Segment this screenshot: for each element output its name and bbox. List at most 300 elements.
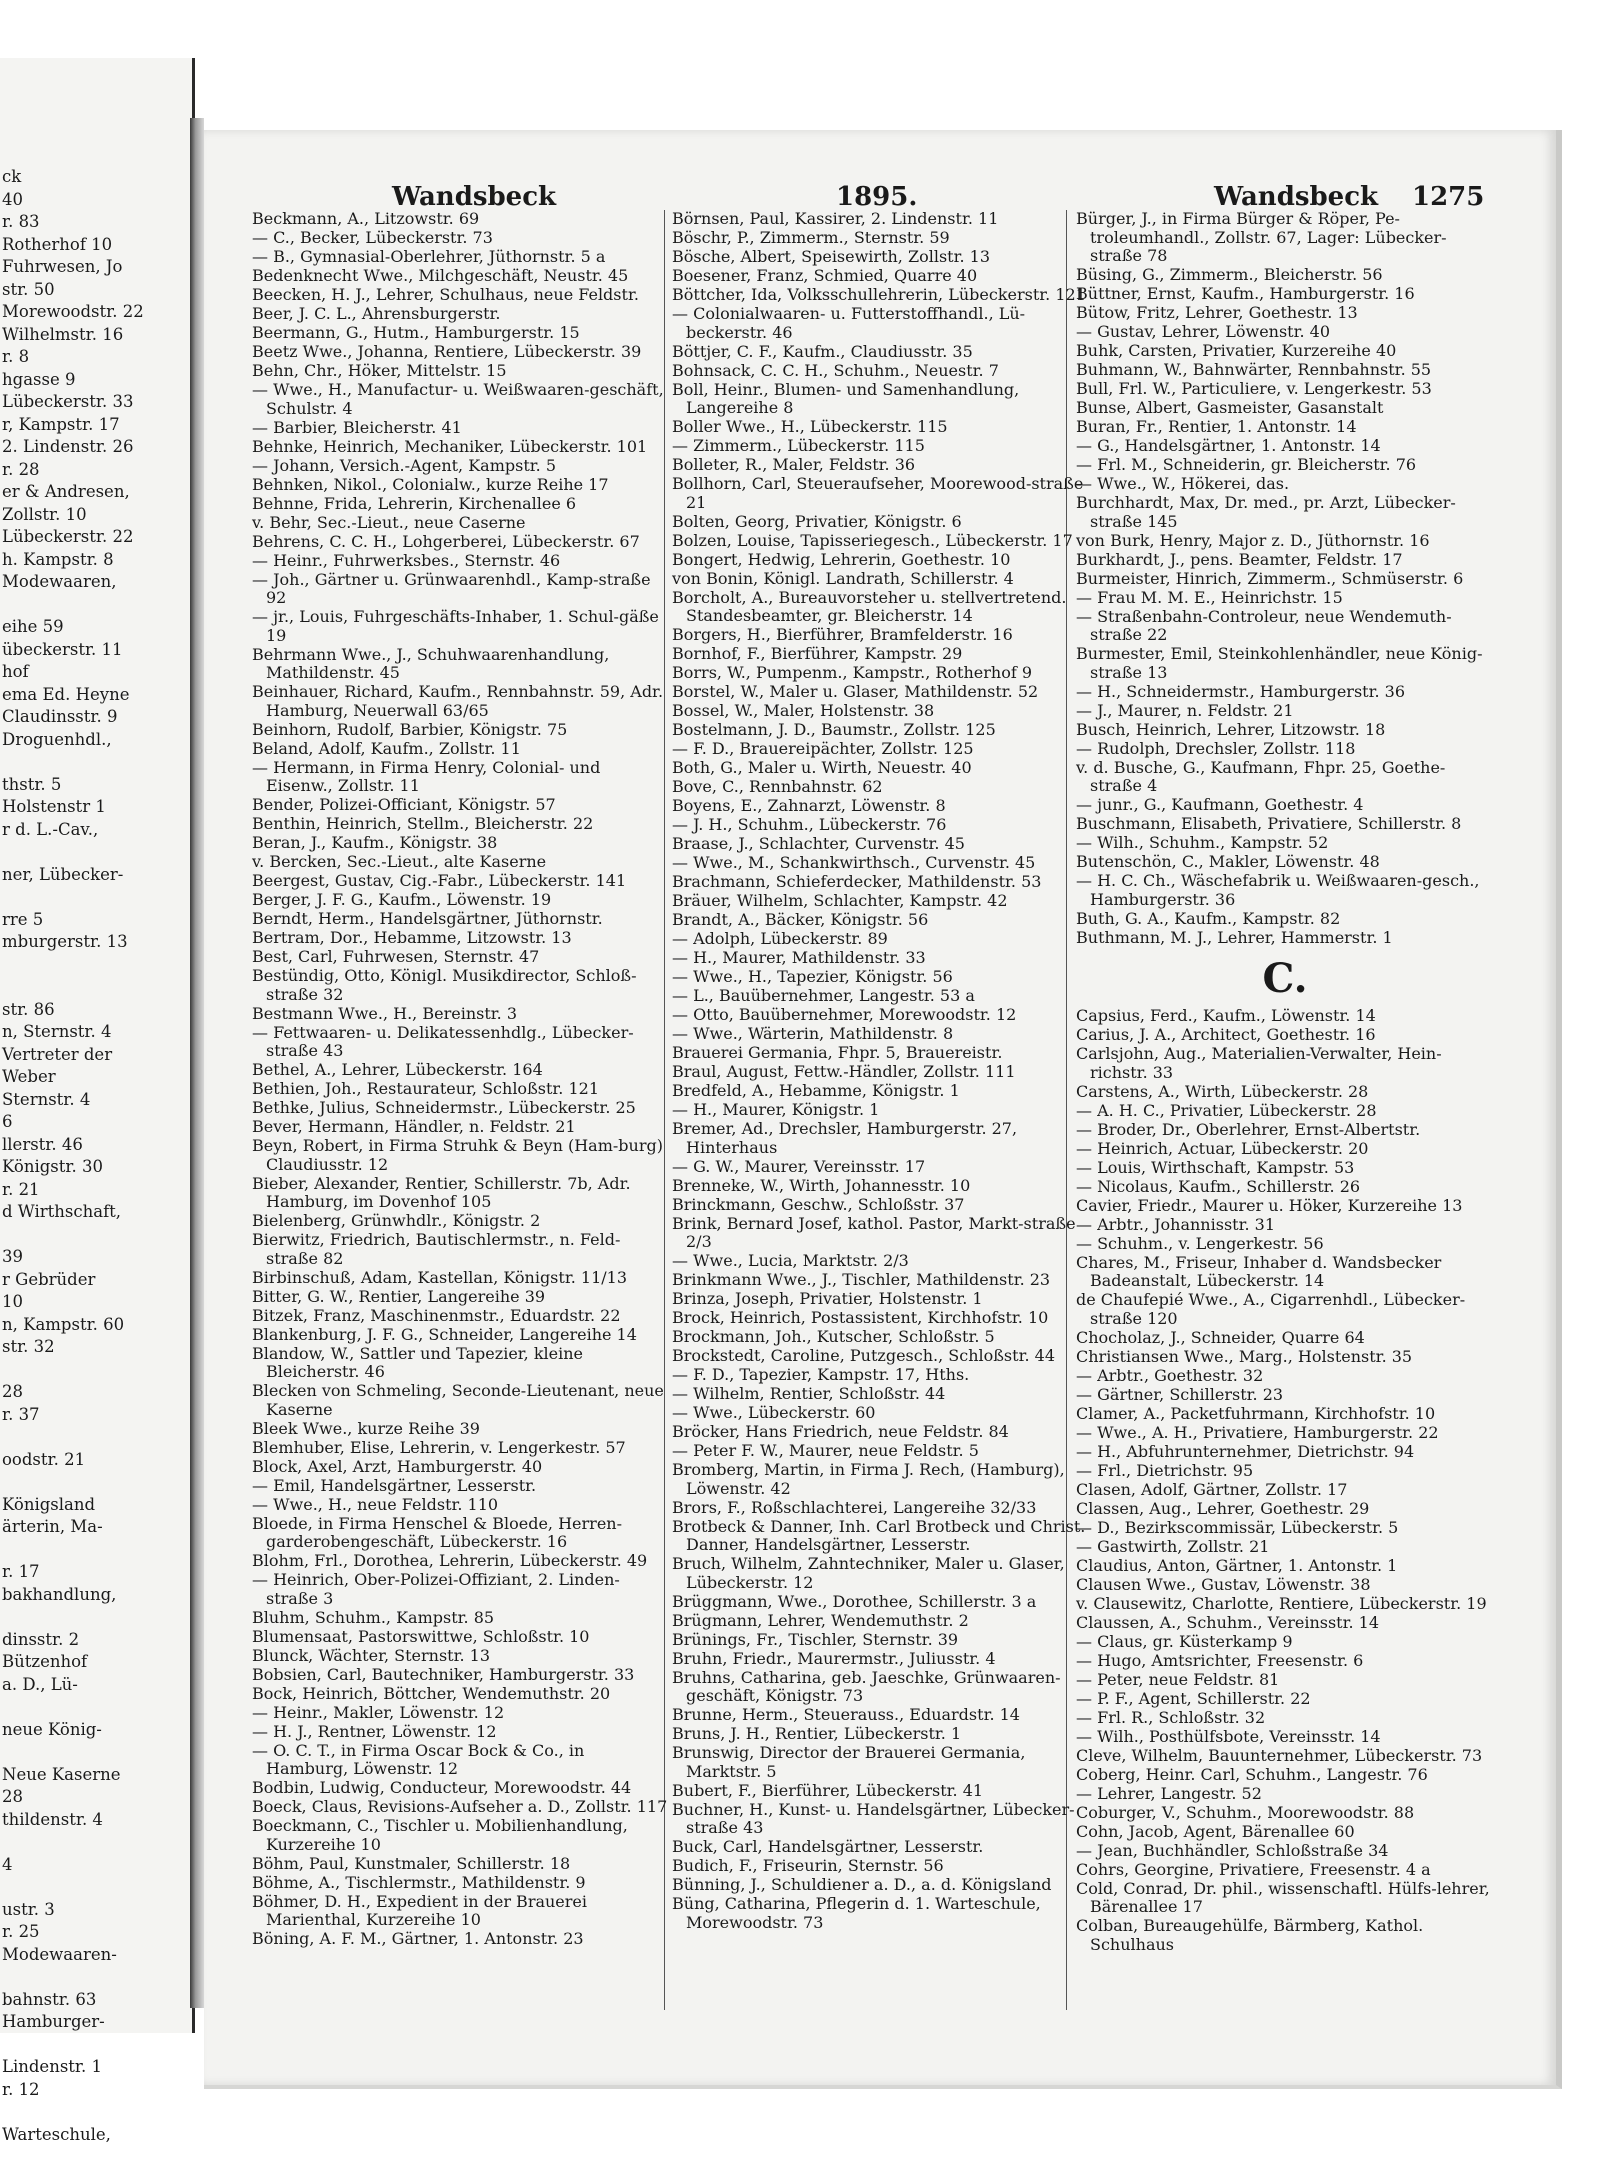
directory-entry: Böttcher, Ida, Volksschullehrerin, Lübeckerstr. 121 bbox=[672, 285, 1086, 304]
directory-entry: — Wwe., M., Schankwirthsch., Curvenstr. 45 bbox=[672, 853, 1036, 872]
fragment-line bbox=[2, 2034, 188, 2057]
directory-entry: Christiansen Wwe., Marg., Holstenstr. 35 bbox=[1076, 1346, 1413, 1366]
fragment-line: bahnstr. 63 bbox=[2, 1989, 97, 2009]
directory-entry: Bethien, Joh., Restaurateur, Schloßstr. 121 bbox=[252, 1079, 599, 1098]
directory-entry: — Jean, Buchhändler, Schloßstraße 34 bbox=[1076, 1840, 1389, 1860]
directory-entry: Beetz Wwe., Johanna, Rentiere, Lübeckerstr. 39 bbox=[252, 342, 642, 361]
fragment-line: Morewoodstr. 22 bbox=[2, 302, 144, 321]
directory-entry: v. Bercken, Sec.-Lieut., alte Kaserne bbox=[252, 852, 547, 871]
directory-entry: — Gustav, Lehrer, Löwenstr. 40 bbox=[1076, 322, 1331, 341]
directory-entry: — Heinrich, Ober-Polizei-Offiziant, 2. Linden-straße 3 bbox=[252, 1570, 620, 1608]
directory-entry: — Arbtr., Goethestr. 32 bbox=[1076, 1365, 1264, 1385]
fragment-line: r. 17 bbox=[2, 1562, 40, 1581]
directory-entry: Bruhns, Catharina, geb. Jaeschke, Grünwaaren-geschäft, Königstr. 73 bbox=[672, 1667, 1061, 1705]
fragment-line: ema Ed. Heyne bbox=[2, 684, 130, 704]
fragment-line: Königsland bbox=[2, 1494, 96, 1514]
directory-entry: Bestmann Wwe., H., Bereinstr. 3 bbox=[252, 1003, 517, 1023]
directory-entry: — Straßenbahn-Controleur, neue Wendemuth-straße 22 bbox=[1076, 606, 1452, 644]
fragment-line: neue König- bbox=[2, 1719, 102, 1739]
previous-page-lines bbox=[2, 166, 188, 2146]
fragment-line: Weber bbox=[2, 1067, 56, 1086]
fragment-line: übeckerstr. 11 bbox=[2, 639, 123, 659]
directory-entry: Beinhorn, Rudolf, Barbier, Königstr. 75 bbox=[252, 719, 568, 739]
fragment-line: thildenstr. 4 bbox=[2, 1809, 103, 1829]
directory-entry: Borrs, W., Pumpenm., Kampstr., Rotherhof 9 bbox=[672, 663, 1033, 682]
directory-entry: Brunne, Herm., Steuerauss., Eduardstr. 14 bbox=[672, 1705, 1020, 1724]
directory-entry: Coburger, V., Schuhm., Moorewoodstr. 88 bbox=[1076, 1802, 1415, 1822]
directory-entry: Carlsjohn, Aug., Materialien-Verwalter, Hein-richstr. 33 bbox=[1076, 1044, 1442, 1082]
fragment-line: 10 bbox=[2, 1292, 23, 1311]
directory-entry: Bostelmann, J. D., Baumstr., Zollstr. 125 bbox=[672, 720, 996, 739]
fragment-line: str. 86 bbox=[2, 999, 55, 1019]
directory-entry: Chares, M., Friseur, Inhaber d. Wandsbecker Badeanstalt, Lübeckerstr. 14 bbox=[1076, 1252, 1442, 1290]
directory-entry: Behn, Chr., Höker, Mittelstr. 15 bbox=[252, 361, 507, 380]
fragment-line: r. 25 bbox=[2, 1922, 40, 1941]
fragment-line bbox=[2, 2101, 188, 2124]
fragment-line: Lindenstr. 1 bbox=[2, 2057, 102, 2076]
directory-entry: Busch, Heinrich, Lehrer, Litzowstr. 18 bbox=[1076, 719, 1386, 739]
directory-entry: Brinckmann, Geschw., Schloßstr. 37 bbox=[672, 1194, 965, 1214]
directory-entry: Classen, Aug., Lehrer, Goethestr. 29 bbox=[1076, 1498, 1370, 1518]
directory-entry: Clausen Wwe., Gustav, Löwenstr. 38 bbox=[1076, 1574, 1371, 1594]
directory-entry: Blumensaat, Pastorswittwe, Schloßstr. 10 bbox=[252, 1626, 590, 1646]
fragment-line: Sternstr. 4 bbox=[2, 1089, 91, 1109]
directory-entry: Bolleter, R., Maler, Feldstr. 36 bbox=[672, 455, 916, 474]
directory-entry: v. d. Busche, G., Kaufmann, Fhpr. 25, Goethe-straße 4 bbox=[1076, 757, 1446, 795]
fragment-line: ck bbox=[2, 167, 22, 186]
directory-entry: Bruch, Wilhelm, Zahntechniker, Maler u. Glaser, Lübeckerstr. 12 bbox=[672, 1554, 1065, 1592]
directory-entry: Beermann, G., Hutm., Hamburgerstr. 15 bbox=[252, 323, 580, 342]
fragment-line: thstr. 5 bbox=[2, 774, 62, 794]
directory-entry: Brockmann, Joh., Kutscher, Schloßstr. 5 bbox=[672, 1327, 995, 1346]
directory-entry: Bestündig, Otto, Königl. Musikdirector, Schloß-straße 32 bbox=[252, 966, 637, 1004]
directory-entry: Claussen, A., Schuhm., Vereinsstr. 14 bbox=[1076, 1612, 1380, 1632]
fragment-line: 6 bbox=[2, 1112, 13, 1131]
fragment-line: r Gebrüder bbox=[2, 1269, 96, 1289]
directory-entry: Brockstedt, Caroline, Putzgesch., Schloßstr. 44 bbox=[672, 1346, 1055, 1365]
directory-entry: — G., Handelsgärtner, 1. Antonstr. 14 bbox=[1076, 436, 1381, 455]
fragment-line: r. 12 bbox=[2, 2079, 40, 2099]
fragment-line: 28 bbox=[2, 1787, 23, 1806]
directory-entry: Both, G., Maler u. Wirth, Neuestr. 40 bbox=[672, 758, 972, 777]
directory-entry: Bruns, J. H., Rentier, Lübeckerstr. 1 bbox=[672, 1724, 962, 1743]
fragment-line: hgasse 9 bbox=[2, 369, 76, 389]
directory-entry: — Wwe., Wärterin, Mathildenstr. 8 bbox=[672, 1024, 954, 1043]
directory-entry: Colban, Bureaugehülfe, Bärmberg, Kathol. Schulhaus bbox=[1076, 1916, 1424, 1954]
directory-entry: Beecken, H. J., Lehrer, Schulhaus, neue Feldstr. bbox=[252, 285, 639, 304]
fragment-line bbox=[2, 1224, 188, 1247]
directory-entry: de Chaufepié Wwe., A., Cigarrenhdl., Lübecker-straße 120 bbox=[1076, 1290, 1466, 1328]
directory-entry: Cohrs, Georgine, Privatiere, Freesenstr. 4 a bbox=[1076, 1859, 1431, 1879]
directory-entry: Buschmann, Elisabeth, Privatiere, Schillerstr. 8 bbox=[1076, 814, 1462, 833]
directory-entry: Böschr, P., Zimmerm., Sternstr. 59 bbox=[672, 228, 950, 247]
header-year: 1895. bbox=[836, 182, 918, 212]
directory-entry: — Peter F. W., Maurer, neue Feldstr. 5 bbox=[672, 1441, 979, 1460]
fragment-line bbox=[2, 886, 188, 909]
directory-entry: Borgers, H., Bierführer, Bramfelderstr. 16 bbox=[672, 625, 1013, 644]
directory-entry: — D., Bezirkscommissär, Lübeckerstr. 5 bbox=[1076, 1517, 1399, 1537]
directory-entry: Bolten, Georg, Privatier, Königstr. 6 bbox=[672, 511, 962, 531]
directory-entry: — F. D., Tapezier, Kampstr. 17, Hths. bbox=[672, 1365, 970, 1384]
directory-entry: — Heinr., Fuhrwerksbes., Sternstr. 46 bbox=[252, 550, 561, 570]
directory-entry: Bröcker, Hans Friedrich, neue Feldstr. 84 bbox=[672, 1422, 1009, 1441]
fragment-line: r, Kampstr. 17 bbox=[2, 414, 120, 434]
fragment-line: ustr. 3 bbox=[2, 1899, 55, 1919]
directory-entry: Boyens, E., Zahnarzt, Löwenstr. 8 bbox=[672, 796, 946, 815]
directory-entry: — L., Bauübernehmer, Langestr. 53 a bbox=[672, 986, 975, 1005]
directory-entry: — H. C. Ch., Wäschefabrik u. Weißwaaren-gesch., Hamburgerstr. 36 bbox=[1076, 871, 1480, 909]
fragment-line bbox=[2, 1426, 188, 1449]
directory-page bbox=[204, 130, 1562, 2089]
directory-entry: — H. J., Rentner, Löwenstr. 12 bbox=[252, 1721, 497, 1741]
directory-entry: — P. F., Agent, Schillerstr. 22 bbox=[1076, 1688, 1311, 1708]
directory-entry: Blohm, Frl., Dorothea, Lehrerin, Lübeckerstr. 49 bbox=[252, 1551, 648, 1570]
directory-entry: — Frl. R., Schloßstr. 32 bbox=[1076, 1707, 1266, 1727]
directory-entry: — B., Gymnasial-Oberlehrer, Jüthornstr. 5 a bbox=[252, 247, 606, 266]
directory-entry: Büsing, G., Zimmerm., Bleicherstr. 56 bbox=[1076, 265, 1383, 284]
fragment-line: Lübeckerstr. 22 bbox=[2, 527, 134, 546]
directory-entry: — jr., Louis, Fuhrgeschäfts-Inhaber, 1. Schul-gäße 19 bbox=[252, 607, 659, 645]
directory-entry: Brügmann, Lehrer, Wendemuthstr. 2 bbox=[672, 1610, 969, 1630]
fragment-line: Wilhelmstr. 16 bbox=[2, 324, 124, 344]
fragment-line: Zollstr. 10 bbox=[2, 504, 87, 524]
directory-entry: Carstens, A., Wirth, Lübeckerstr. 28 bbox=[1076, 1081, 1369, 1101]
directory-entry: — H., Abfuhrunternehmer, Dietrichstr. 94 bbox=[1076, 1441, 1415, 1461]
directory-entry: Brotbeck & Danner, Inh. Carl Brotbeck und Christ. Danner, Handelsgärtner, Lesserstr. bbox=[672, 1516, 1086, 1554]
directory-entry: — Joh., Gärtner u. Grünwaarenhdl., Kamp-straße 92 bbox=[252, 569, 651, 607]
fragment-line: h. Kampstr. 8 bbox=[2, 549, 114, 569]
fragment-line: rre 5 bbox=[2, 909, 44, 929]
directory-entry: — G. W., Maurer, Vereinsstr. 17 bbox=[672, 1156, 926, 1176]
fragment-line bbox=[2, 1606, 188, 1629]
directory-entry: — Heinr., Makler, Löwenstr. 12 bbox=[252, 1702, 505, 1722]
fragment-line: r. 28 bbox=[2, 459, 40, 479]
fragment-line: Warteschule, bbox=[2, 2124, 111, 2144]
directory-entry: Beran, J., Kaufm., Königstr. 38 bbox=[252, 833, 498, 852]
c-entries bbox=[1076, 1007, 1494, 1954]
directory-entry: — Gärtner, Schillerstr. 23 bbox=[1076, 1384, 1284, 1404]
directory-entry: Buthmann, M. J., Lehrer, Hammerstr. 1 bbox=[1076, 927, 1393, 947]
fragment-line: 39 bbox=[2, 1247, 23, 1266]
directory-entry: Carius, J. A., Architect, Goethestr. 16 bbox=[1076, 1025, 1376, 1044]
directory-entry: — Wwe., H., neue Feldstr. 110 bbox=[252, 1494, 499, 1514]
directory-entry: Benthin, Heinrich, Stellm., Bleicherstr. 22 bbox=[252, 814, 594, 833]
directory-entry: Claudius, Anton, Gärtner, 1. Antonstr. 1 bbox=[1076, 1555, 1398, 1575]
directory-entry: Bünning, J., Schuldiener a. D., a. d. Königsland bbox=[672, 1875, 1052, 1894]
directory-entry: — Arbtr., Johannisstr. 31 bbox=[1076, 1214, 1275, 1234]
fragment-line: dinsstr. 2 bbox=[2, 1629, 80, 1649]
directory-entry: — H., Maurer, Mathildenstr. 33 bbox=[672, 948, 926, 967]
fragment-line: a. D., Lü- bbox=[2, 1674, 78, 1694]
previous-page-fragment bbox=[0, 58, 195, 2144]
directory-entry: Bever, Hermann, Händler, n. Feldstr. 21 bbox=[252, 1117, 576, 1136]
directory-entry: Burchhardt, Max, Dr. med., pr. Arzt, Lübecker-straße 145 bbox=[1076, 493, 1456, 531]
directory-entry: Buhmann, W., Bahnwärter, Rennbahnstr. 55 bbox=[1076, 360, 1432, 379]
fragment-line bbox=[2, 1876, 188, 1899]
directory-entry: Bräuer, Wilhelm, Schlachter, Kampstr. 42 bbox=[672, 891, 1008, 910]
directory-entry: Cold, Conrad, Dr. phil., wissenschaftl. Hülfs-lehrer, Bärenallee 17 bbox=[1076, 1878, 1490, 1916]
directory-entry: — Wwe., A. H., Privatiere, Hamburgerstr. 22 bbox=[1076, 1422, 1439, 1442]
directory-entry: — Wwe., Lucia, Marktstr. 2/3 bbox=[672, 1251, 909, 1270]
directory-entry: — H., Schneidermstr., Hamburgerstr. 36 bbox=[1076, 681, 1406, 701]
directory-entry: — J., Maurer, n. Feldstr. 21 bbox=[1076, 700, 1294, 720]
directory-entry: Brock, Heinrich, Postassistent, Kirchhofstr. 10 bbox=[672, 1308, 1049, 1327]
directory-entry: — A. H. C., Privatier, Lübeckerstr. 28 bbox=[1076, 1100, 1377, 1120]
fragment-line: r. 21 bbox=[2, 1179, 40, 1199]
directory-entry: Buck, Carl, Handelsgärtner, Lesserstr. bbox=[672, 1837, 984, 1856]
fragment-line: r. 83 bbox=[2, 212, 40, 231]
directory-entry: Blandow, W., Sattler und Tapezier, kleine Bleicherstr. 46 bbox=[252, 1343, 584, 1381]
directory-entry: — Adolph, Lübeckerstr. 89 bbox=[672, 929, 888, 948]
directory-entry: Bitter, G. W., Rentier, Langereihe 39 bbox=[252, 1286, 546, 1306]
directory-entry: Böhme, A., Tischlermstr., Mathildenstr. 9 bbox=[252, 1872, 586, 1892]
directory-entry: Bütow, Fritz, Lehrer, Goethestr. 13 bbox=[1076, 303, 1358, 322]
fragment-line: 40 bbox=[2, 189, 23, 209]
fragment-line: r. 37 bbox=[2, 1404, 40, 1424]
directory-entry: Bender, Polizei-Officiant, Königstr. 57 bbox=[252, 795, 556, 814]
directory-entry: — Wwe., W., Hökerei, das. bbox=[1076, 474, 1290, 493]
fragment-line: r. 8 bbox=[2, 347, 30, 366]
directory-entry: Bollhorn, Carl, Steueraufseher, Moorewood-straße 21 bbox=[672, 474, 1084, 512]
directory-entry: Buran, Fr., Rentier, 1. Antonstr. 14 bbox=[1076, 417, 1357, 436]
directory-entry: — Wilhelm, Rentier, Schloßstr. 44 bbox=[672, 1384, 946, 1403]
directory-entry: Braul, August, Fettw.-Händler, Zollstr. 111 bbox=[672, 1062, 1016, 1081]
fragment-line: n, Kampstr. 60 bbox=[2, 1314, 125, 1334]
b-entries-continued bbox=[1076, 210, 1494, 947]
directory-entry: Bösche, Albert, Speisewirth, Zollstr. 13 bbox=[672, 247, 991, 266]
directory-entry: — junr., G., Kaufmann, Goethestr. 4 bbox=[1076, 795, 1364, 814]
fragment-line bbox=[2, 841, 188, 864]
fragment-line: r d. L.-Cav., bbox=[2, 819, 99, 839]
directory-entry: Blunck, Wächter, Sternstr. 13 bbox=[252, 1645, 491, 1665]
directory-entry: Behrens, C. C. H., Lohgerberei, Lübeckerstr. 67 bbox=[252, 531, 640, 551]
directory-entry: Bürger, J., in Firma Bürger & Röper, Pe-troleumhandl., Zollstr. 67, Lager: Lübecker-straße 78 bbox=[1076, 209, 1447, 265]
directory-entry: Beckmann, A., Litzowstr. 69 bbox=[252, 209, 480, 228]
fragment-line: ärterin, Ma- bbox=[2, 1517, 103, 1536]
directory-entry: Borstel, W., Maler u. Glaser, Mathildenstr. 52 bbox=[672, 682, 1039, 701]
fragment-line bbox=[2, 1471, 188, 1494]
directory-entry: Bodbin, Ludwig, Conducteur, Morewoodstr. 44 bbox=[252, 1778, 632, 1797]
directory-entry: Brors, F., Roßschlachterei, Langereihe 32/33 bbox=[672, 1497, 1037, 1517]
directory-entry: Brenneke, W., Wirth, Johannesstr. 10 bbox=[672, 1175, 971, 1195]
fragment-line: Hamburger- bbox=[2, 2012, 105, 2031]
directory-entry: Chocholaz, J., Schneider, Quarre 64 bbox=[1076, 1327, 1365, 1347]
directory-entry: — Wwe., H., Tapezier, Königstr. 56 bbox=[672, 967, 953, 986]
directory-entry: — Frl. M., Schneiderin, gr. Bleicherstr. 76 bbox=[1076, 455, 1417, 474]
directory-entry: Böhm, Paul, Kunstmaler, Schillerstr. 18 bbox=[252, 1853, 571, 1873]
directory-entry: Brüggmann, Wwe., Dorothee, Schillerstr. 3 a bbox=[672, 1591, 1037, 1611]
fragment-line bbox=[2, 1696, 188, 1719]
directory-entry: — Nicolaus, Kaufm., Schillerstr. 26 bbox=[1076, 1176, 1361, 1196]
directory-entry: Bobsien, Carl, Bautechniker, Hamburgerstr. 33 bbox=[252, 1664, 635, 1684]
directory-entry: Boeck, Claus, Revisions-Aufseher a. D., Zollstr. 117 bbox=[252, 1797, 668, 1816]
directory-entry: v. Behr, Sec.-Lieut., neue Caserne bbox=[252, 512, 526, 532]
fragment-line: Droguenhdl., bbox=[2, 729, 112, 749]
directory-entry: Cleve, Wilhelm, Bauunternehmer, Lübeckerstr. 73 bbox=[1076, 1745, 1483, 1765]
directory-entry: Brinkmann Wwe., J., Tischler, Mathildenstr. 23 bbox=[672, 1270, 1051, 1289]
fragment-line: n, Sternstr. 4 bbox=[2, 1022, 112, 1041]
header-left-title: Wandsbeck bbox=[392, 182, 557, 212]
directory-entry: — Wilh., Schuhm., Kampstr. 52 bbox=[1076, 833, 1329, 852]
directory-entry: — Colonialwaaren- u. Futterstoffhandl., Lü-beckerstr. 46 bbox=[672, 304, 1026, 342]
fragment-line bbox=[2, 1741, 188, 1764]
directory-entry: Bethke, Julius, Schneidermstr., Lübeckerstr. 25 bbox=[252, 1098, 636, 1117]
directory-entry: — Peter, neue Feldstr. 81 bbox=[1076, 1669, 1280, 1689]
directory-entry: Behnke, Heinrich, Mechaniker, Lübeckerstr. 101 bbox=[252, 436, 648, 456]
directory-entry: Braase, J., Schlachter, Curvenstr. 45 bbox=[672, 834, 965, 853]
directory-entry: Bierwitz, Friedrich, Bautischlermstr., n. Feld-straße 82 bbox=[252, 1230, 621, 1268]
directory-column-2 bbox=[672, 210, 1090, 1933]
directory-entry: — O. C. T., in Firma Oscar Bock & Co., in Hamburg, Löwenstr. 12 bbox=[252, 1740, 585, 1778]
fragment-line: Modewaaren, bbox=[2, 572, 117, 591]
directory-entry: Böhmer, D. H., Expedient in der Brauerei Marienthal, Kurzereihe 10 bbox=[252, 1891, 588, 1929]
fragment-line: str. 50 bbox=[2, 279, 55, 299]
directory-entry: Brandt, A., Bäcker, Königstr. 56 bbox=[672, 910, 929, 929]
directory-entry: Beer, J. C. L., Ahrensburgerstr. bbox=[252, 304, 501, 323]
directory-entry: — Frau M. M. E., Heinrichstr. 15 bbox=[1076, 587, 1343, 607]
directory-entry: Clamer, A., Packetfuhrmann, Kirchhofstr. 10 bbox=[1076, 1403, 1436, 1423]
directory-entry: — Wilh., Posthülfsbote, Vereinsstr. 14 bbox=[1076, 1726, 1381, 1746]
directory-entry: Behnne, Frida, Lehrerin, Kirchenallee 6 bbox=[252, 493, 577, 513]
directory-entry: Bruhn, Friedr., Maurermstr., Juliusstr. 4 bbox=[672, 1648, 996, 1668]
directory-entry: — Fettwaaren- u. Delikatessenhdlg., Lübecker-straße 43 bbox=[252, 1022, 634, 1060]
directory-entry: Blecken von Schmeling, Seconde-Lieutenant, neue Kaserne bbox=[252, 1381, 664, 1419]
directory-entry: Behrmann Wwe., J., Schuhwaarenhandlung, Mathildenstr. 45 bbox=[252, 644, 610, 682]
directory-entry: — Gastwirth, Zollstr. 21 bbox=[1076, 1536, 1270, 1556]
directory-entry: — H., Maurer, Königstr. 1 bbox=[672, 1100, 880, 1119]
directory-entry: Birbinschuß, Adam, Kastellan, Königstr. 11/13 bbox=[252, 1267, 627, 1287]
directory-entry: — J. H., Schuhm., Lübeckerstr. 76 bbox=[672, 815, 947, 834]
directory-entry: Bitzek, Franz, Maschinenmstr., Eduardstr. 22 bbox=[252, 1305, 621, 1325]
directory-entry: Beergest, Gustav, Cig.-Fabr., Lübeckerstr. 141 bbox=[252, 871, 627, 890]
directory-entry: — Zimmerm., Lübeckerstr. 115 bbox=[672, 436, 925, 455]
directory-entry: Bubert, F., Bierführer, Lübeckerstr. 41 bbox=[672, 1780, 984, 1800]
directory-entry: — Schuhm., v. Lengerkestr. 56 bbox=[1076, 1233, 1324, 1253]
directory-entry: Brachmann, Schieferdecker, Mathildenstr. 53 bbox=[672, 872, 1042, 891]
directory-entry: — Hermann, in Firma Henry, Colonial- und Eisenw., Zollstr. 11 bbox=[252, 757, 601, 795]
directory-entry: Bieber, Alexander, Rentier, Schillerstr. 7b, Adr. Hamburg, im Dovenhof 105 bbox=[252, 1173, 631, 1211]
directory-entry: Capsius, Ferd., Kaufm., Löwenstr. 14 bbox=[1076, 1006, 1376, 1025]
header-right-title: Wandsbeck bbox=[1214, 182, 1379, 212]
directory-entry: Bethel, A., Lehrer, Lübeckerstr. 164 bbox=[252, 1060, 543, 1079]
directory-entry: Beyn, Robert, in Firma Struhk & Beyn (Ham-burg) Claudiusstr. 12 bbox=[252, 1136, 663, 1174]
directory-entry: Boller Wwe., H., Lübeckerstr. 115 bbox=[672, 417, 948, 436]
directory-entry: Berger, J. F. G., Kaufm., Löwenstr. 19 bbox=[252, 890, 552, 909]
fragment-line: oodstr. 21 bbox=[2, 1449, 86, 1469]
fragment-line: er & Andresen, bbox=[2, 482, 130, 501]
fragment-line: ner, Lübecker- bbox=[2, 864, 124, 884]
directory-entry: Böttjer, C. F., Kaufm., Claudiusstr. 35 bbox=[672, 341, 973, 361]
directory-entry: — Barbier, Bleicherstr. 41 bbox=[252, 417, 462, 437]
directory-entry: — Heinrich, Actuar, Lübeckerstr. 20 bbox=[1076, 1138, 1369, 1158]
directory-entry: Bongert, Hedwig, Lehrerin, Goethestr. 10 bbox=[672, 549, 1011, 569]
directory-entry: Bull, Frl. W., Particuliere, v. Lengerkestr. 53 bbox=[1076, 379, 1432, 398]
directory-entry: Block, Axel, Arzt, Hamburgerstr. 40 bbox=[252, 1456, 543, 1476]
directory-entry: Burmester, Emil, Steinkohlenhändler, neue König-straße 13 bbox=[1076, 644, 1483, 682]
directory-entry: Büttner, Ernst, Kaufm., Hamburgerstr. 16 bbox=[1076, 284, 1415, 303]
fragment-line: Lübeckerstr. 33 bbox=[2, 392, 134, 411]
fragment-line: Fuhrwesen, Jo bbox=[2, 257, 123, 276]
directory-entry: Bornhof, F., Bierführer, Kampstr. 29 bbox=[672, 644, 963, 663]
directory-entry: Bluhm, Schuhm., Kampstr. 85 bbox=[252, 1607, 495, 1627]
directory-entry: Brünings, Fr., Tischler, Sternstr. 39 bbox=[672, 1629, 959, 1649]
directory-entry: Boll, Heinr., Blumen- und Samenhandlung, Langereihe 8 bbox=[672, 379, 1020, 417]
fragment-line bbox=[2, 594, 188, 617]
directory-entry: — Louis, Wirthschaft, Kampstr. 53 bbox=[1076, 1157, 1355, 1177]
fragment-line: 2. Lindenstr. 26 bbox=[2, 437, 134, 456]
fragment-line: str. 32 bbox=[2, 1337, 55, 1356]
fragment-line: 28 bbox=[2, 1382, 23, 1401]
directory-entry: Boesener, Franz, Schmied, Quarre 40 bbox=[672, 266, 978, 285]
directory-entry: Cavier, Friedr., Maurer u. Höker, Kurzereihe 13 bbox=[1076, 1195, 1463, 1215]
directory-entry: Brinza, Joseph, Privatier, Holstenstr. 1 bbox=[672, 1289, 983, 1308]
directory-entry: — F. D., Brauereipächter, Zollstr. 125 bbox=[672, 739, 974, 758]
directory-entry: — Lehrer, Langestr. 52 bbox=[1076, 1783, 1262, 1803]
fragment-line bbox=[2, 751, 188, 774]
directory-column-1 bbox=[252, 210, 670, 1949]
directory-entry: Borcholt, A., Bureauvorsteher u. stellvertretend. Standesbeamter, gr. Bleicherstr. 14 bbox=[672, 587, 1067, 625]
fragment-line: Claudinsstr. 9 bbox=[2, 707, 118, 726]
fragment-line: Bützenhof bbox=[2, 1652, 88, 1671]
directory-entry: Buchner, H., Kunst- u. Handelsgärtner, Lübecker-straße 43 bbox=[672, 1799, 1075, 1837]
directory-entry: Börnsen, Paul, Kassirer, 2. Lindenstr. 11 bbox=[672, 209, 999, 228]
directory-entry: Buth, G. A., Kaufm., Kampstr. 82 bbox=[1076, 908, 1341, 928]
fragment-line: llerstr. 46 bbox=[2, 1134, 83, 1154]
fragment-line bbox=[2, 976, 188, 999]
page-number: 1275 bbox=[1412, 182, 1485, 212]
fragment-line: bakhandlung, bbox=[2, 1584, 117, 1604]
directory-entry: Bossel, W., Maler, Holstenstr. 38 bbox=[672, 701, 935, 720]
directory-entry: Burkhardt, J., pens. Beamter, Feldstr. 17 bbox=[1076, 549, 1403, 569]
directory-entry: Bremer, Ad., Drechsler, Hamburgerstr. 27, Hinterhaus bbox=[672, 1119, 1018, 1157]
directory-entry: Bunse, Albert, Gasmeister, Gasanstalt bbox=[1076, 398, 1384, 417]
directory-entry: Brunswig, Director der Brauerei Germania, Marktstr. 5 bbox=[672, 1743, 1026, 1781]
directory-entry: Bleek Wwe., kurze Reihe 39 bbox=[252, 1418, 480, 1438]
directory-entry: Brauerei Germania, Fhpr. 5, Brauereistr. bbox=[672, 1043, 1003, 1062]
fragment-line bbox=[2, 1831, 188, 1854]
directory-entry: — Emil, Handelsgärtner, Lesserstr. bbox=[252, 1475, 537, 1495]
directory-entry: Bloede, in Firma Henschel & Bloede, Herren-garderobengeschäft, Lübeckerstr. 16 bbox=[252, 1513, 622, 1551]
directory-entry: Bredfeld, A., Hebamme, Königstr. 1 bbox=[672, 1081, 960, 1100]
directory-column-3 bbox=[1076, 210, 1494, 1955]
directory-entry: Beinhauer, Richard, Kaufm., Rennbahnstr. 59, Adr. Hamburg, Neuerwall 63/65 bbox=[252, 682, 664, 720]
fragment-line: Königstr. 30 bbox=[2, 1157, 103, 1176]
directory-entry: Clasen, Adolf, Gärtner, Zollstr. 17 bbox=[1076, 1479, 1348, 1499]
directory-entry: Bock, Heinrich, Böttcher, Wendemuthstr. 20 bbox=[252, 1683, 611, 1703]
directory-entry: — Wwe., H., Manufactur- u. Weißwaaren-geschäft, Schulstr. 4 bbox=[252, 380, 664, 418]
directory-entry: Bedenknecht Wwe., Milchgeschäft, Neustr. 45 bbox=[252, 266, 629, 285]
directory-entry: Böning, A. F. M., Gärtner, 1. Antonstr. 23 bbox=[252, 1929, 584, 1948]
directory-entry: Berndt, Herm., Handelsgärtner, Jüthornstr. bbox=[252, 909, 603, 928]
directory-entry: Bolzen, Louise, Tapisseriegesch., Lübeckerstr. 17 bbox=[672, 530, 1073, 550]
book-spine bbox=[190, 118, 204, 2008]
directory-entry: — Claus, gr. Küsterkamp 9 bbox=[1076, 1631, 1293, 1651]
section-letter: C. bbox=[1262, 955, 1308, 1002]
fragment-line: eihe 59 bbox=[2, 617, 64, 636]
directory-entry: — Wwe., Lübeckerstr. 60 bbox=[672, 1403, 876, 1422]
directory-entry: — Broder, Dr., Oberlehrer, Ernst-Albertstr. bbox=[1076, 1119, 1421, 1139]
fragment-line: Neue Kaserne bbox=[2, 1764, 121, 1784]
directory-entry: von Bonin, Königl. Landrath, Schillerstr. 4 bbox=[672, 568, 1014, 588]
directory-entry: von Burk, Henry, Major z. D., Jüthornstr. 16 bbox=[1076, 530, 1430, 550]
directory-entry: Buhk, Carsten, Privatier, Kurzereihe 40 bbox=[1076, 341, 1397, 360]
directory-entry: Beland, Adolf, Kaufm., Zollstr. 11 bbox=[252, 738, 521, 758]
directory-entry: Bohnsack, C. C. H., Schuhm., Neuestr. 7 bbox=[672, 360, 999, 380]
fragment-line bbox=[2, 1539, 188, 1562]
directory-entry: Coberg, Heinr. Carl, Schuhm., Langestr. 76 bbox=[1076, 1764, 1428, 1784]
directory-entry: Budich, F., Friseurin, Sternstr. 56 bbox=[672, 1856, 944, 1875]
directory-entry: Behnken, Nikol., Colonialw., kurze Reihe 17 bbox=[252, 474, 609, 494]
